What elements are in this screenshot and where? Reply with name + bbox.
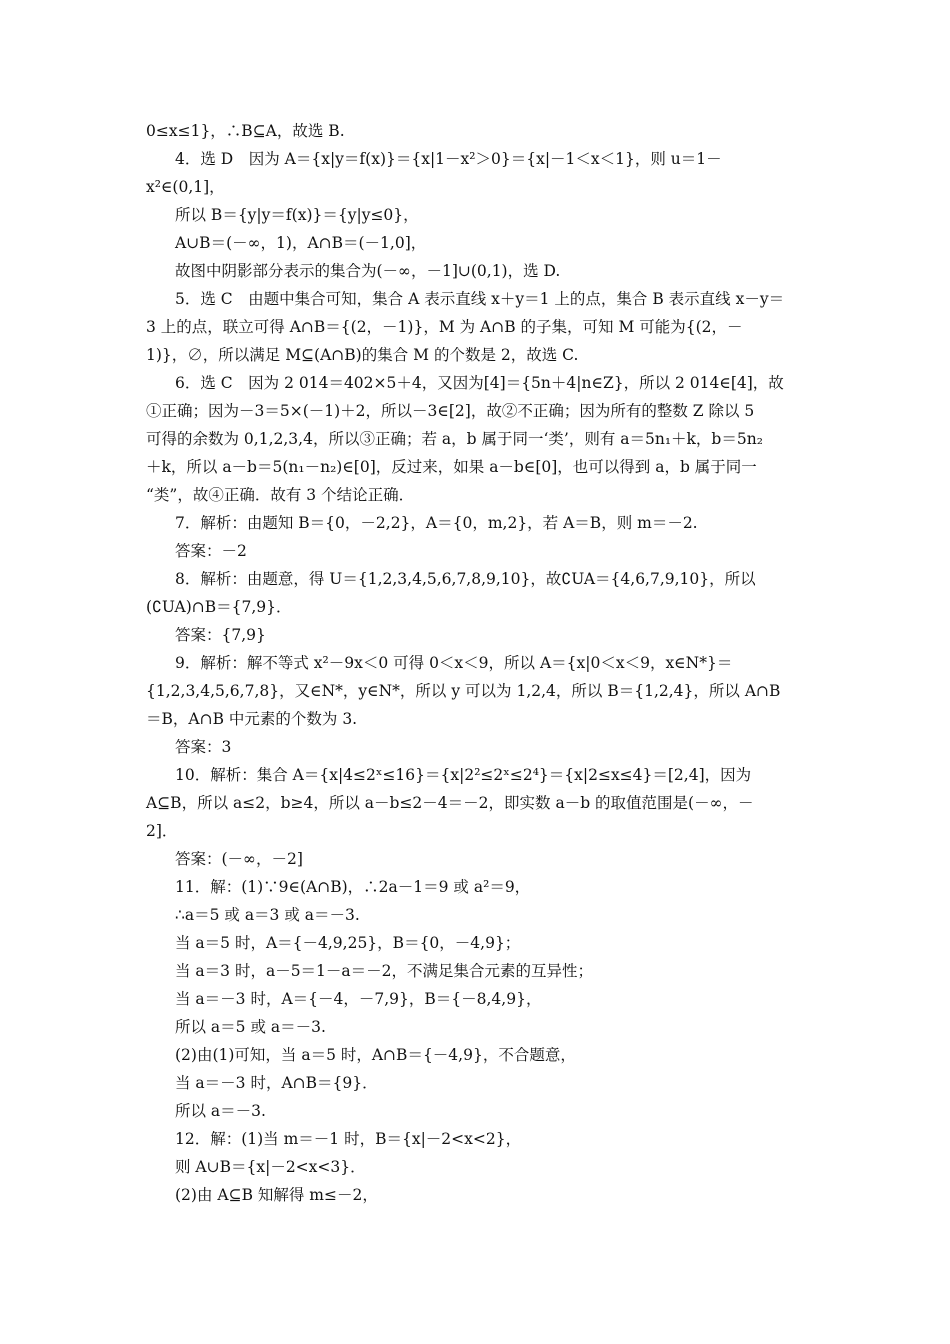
answer-line: 答案：－2: [175, 542, 247, 560]
text-line: ①正确；因为－3＝5×(－1)＋2，所以－3∈[2]，故②不正确；因为所有的整数 Z 除以 5: [146, 402, 755, 420]
text-line: 8．解析：由题意，得 U＝{1,2,3,4,5,6,7,8,9,10}，故∁UA＝{4,6,7,9,10}，所以: [175, 570, 756, 588]
text-line: (2)由 A⊆B 知解得 m≤－2，: [175, 1186, 378, 1204]
text-line: ＝B，A∩B 中元素的个数为 3.: [146, 710, 358, 728]
answer-line: 答案：{7,9}: [175, 626, 266, 644]
text-line: 3 上的点，联立可得 A∩B＝{(2，－1)}，M 为 A∩B 的子集，可知 M 可能为{(2，－: [146, 318, 743, 336]
text-line: 5．选 C 由题中集合可知，集合 A 表示直线 x＋y＝1 上的点，集合 B 表示直线 x－y＝: [175, 290, 785, 308]
text-line: x²∈(0,1]，: [146, 178, 225, 196]
text-line: ＋k，所以 a－b＝5(n₁－n₂)∈[0]，反过来，如果 a－b∈[0]，也可以得到 a，b 属于同一: [146, 458, 757, 476]
text-line: (∁UA)∩B＝{7,9}．: [146, 598, 292, 616]
text-line: (2)由(1)可知，当 a＝5 时，A∩B＝{－4,9}，不合题意，: [175, 1046, 576, 1064]
text-line: 11．解：(1)∵9∈(A∩B)，∴2a－1＝9 或 a²＝9，: [175, 878, 531, 896]
text-line: ∴a＝5 或 a＝3 或 a＝－3.: [175, 906, 360, 924]
answer-line: 答案：3: [175, 738, 232, 756]
text-line: 所以 a＝5 或 a＝－3.: [175, 1018, 326, 1036]
text-line: 当 a＝3 时，a－5＝1－a＝－2，不满足集合元素的互异性；: [175, 962, 594, 980]
text-line: 6．选 C 因为 2 014＝402×5＋4，又因为[4]＝{5n＋4|n∈Z}，所以 2 014∈[4]，故: [175, 374, 784, 392]
text-line: 故图中阴影部分表示的集合为(－∞，－1]∪(0,1)，选 D.: [175, 262, 561, 280]
text-line: 7．解析：由题知 B＝{0，－2,2}，A＝{0，m,2}，若 A＝B，则 m＝－2.: [175, 514, 698, 532]
text-line: 2]．: [146, 822, 178, 840]
text-line: 4．选 D 因为 A＝{x|y＝f(x)}＝{x|1－x²＞0}＝{x|－1＜x＜1}，则 u＝1－: [175, 150, 722, 168]
text-line: 当 a＝－3 时，A＝{－4，－7,9}，B＝{－8,4,9}，: [175, 990, 542, 1008]
text-line: 当 a＝－3 时，A∩B＝{9}．: [175, 1074, 378, 1092]
text-line: 10．解析：集合 A＝{x|4≤2ˣ≤16}＝{x|2²≤2ˣ≤2⁴}＝{x|2≤x≤4}＝[2,4]，因为: [175, 766, 752, 784]
text-line: 可得的余数为 0,1,2,3,4，所以③正确；若 a，b 属于同一‘类’，则有 a＝5n₁＋k，b＝5n₂: [146, 430, 763, 448]
text-line: “类”，故④正确．故有 3 个结论正确．: [146, 486, 415, 504]
text-line: 所以 B＝{y|y＝f(x)}＝{y|y≤0}，: [175, 206, 419, 224]
text-line: 0≤x≤1}，∴B⊆A，故选 B.: [146, 122, 345, 140]
text-line: 9．解析：解不等式 x²－9x＜0 可得 0＜x＜9，所以 A＝{x|0＜x＜9，x∈N*}＝: [175, 654, 733, 672]
text-line: {1,2,3,4,5,6,7,8}，又∈N*，y∈N*，所以 y 可以为 1,2,4，所以 B＝{1,2,4}，所以 A∩B: [146, 682, 781, 700]
text-line: 1)}，∅，所以满足 M⊆(A∩B)的集合 M 的个数是 2，故选 C.: [146, 346, 579, 364]
answer-line: 答案：(－∞，－2]: [175, 850, 303, 868]
text-line: 当 a＝5 时，A＝{－4,9,25}，B＝{0，－4,9}；: [175, 934, 521, 952]
text-line: A⊆B，所以 a≤2，b≥4，所以 a－b≤2－4＝－2，即实数 a－b 的取值范围是(－∞，－: [146, 794, 754, 812]
text-line: 所以 a＝－3.: [175, 1102, 266, 1120]
text-line: 则 A∪B＝{x|－2<x<3}．: [175, 1158, 366, 1176]
text-line: A∪B＝(－∞，1)，A∩B＝(－1,0]，: [175, 234, 427, 252]
text-line: 12．解：(1)当 m＝－1 时，B＝{x|－2<x<2}，: [175, 1130, 522, 1148]
